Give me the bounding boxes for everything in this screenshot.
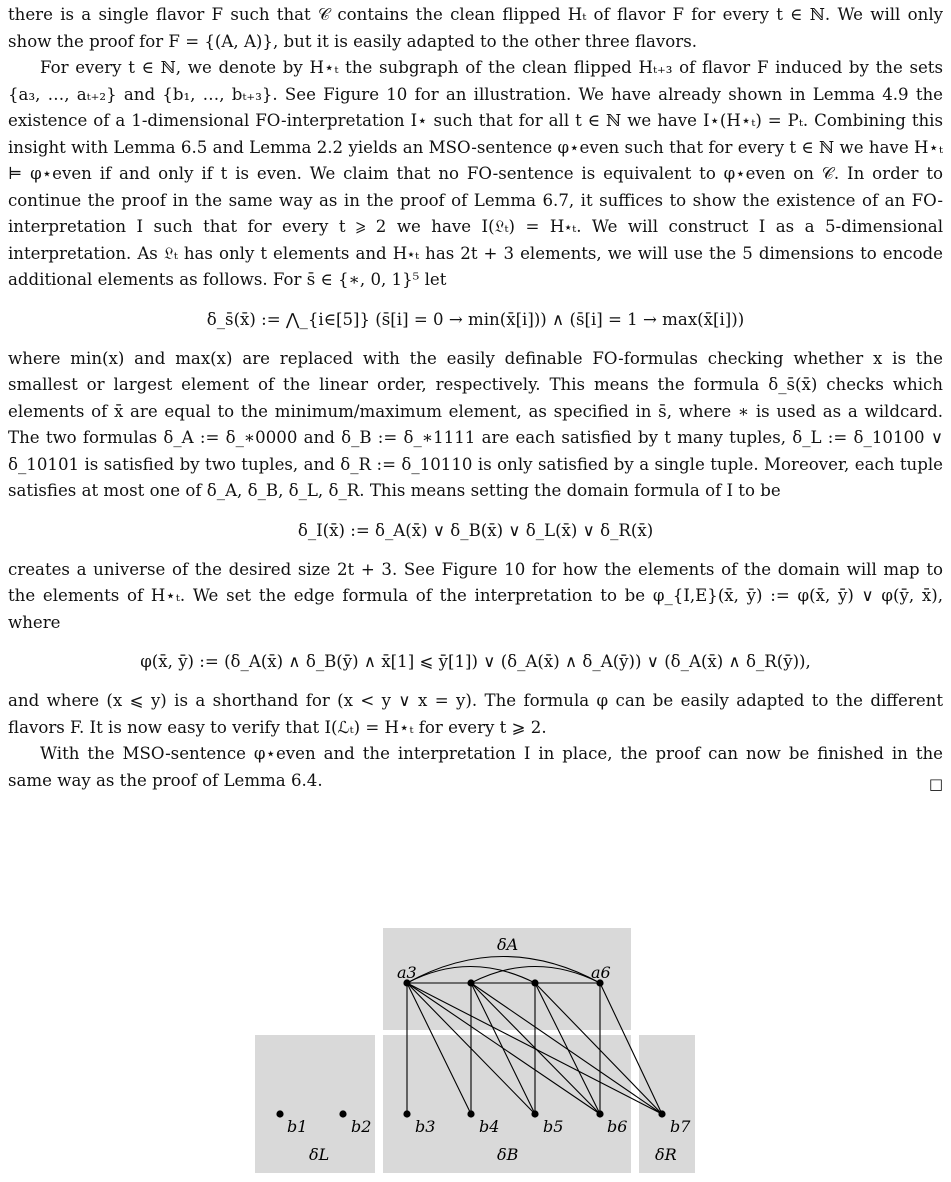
label-b4: b4 bbox=[479, 1117, 500, 1136]
label-b5: b5 bbox=[543, 1117, 564, 1136]
label-b3: b3 bbox=[415, 1117, 436, 1136]
label-a6: a6 bbox=[591, 963, 611, 982]
label-b7: b7 bbox=[670, 1117, 691, 1136]
paragraph-6 bbox=[8, 741, 943, 794]
vertex-b6 bbox=[596, 1110, 603, 1117]
equation-delta-i: δ_I(x̄) := δ_A(x̄) ∨ δ_B(x̄) ∨ δ_L(x̄) ∨ δ_R(x̄) bbox=[297, 520, 654, 540]
vertex-b2 bbox=[339, 1110, 346, 1117]
vertex-b1 bbox=[276, 1110, 283, 1117]
paragraph-2: For every t ∈ ℕ, we denote by H⋆ₜ the subgraph of the clean flipped Hₜ₊₃ of flavor F induced by the sets {a₃, …, aₜ₊₂} and {b₁, …, bₜ₊₃}. See Figure 10 for an illustration. We have already shown in Lemma 4.9 the existence of a 1-dimensional FO-interpretation I⋆ such that for all t ∈ ℕ we have I⋆(H⋆ₜ) = Pₜ. Combining this insight with Lemma 6.5 and Lemma 2.2 yields an MSO-sentence φ⋆even such that for every t ∈ ℕ we have H⋆ₜ ⊨ φ⋆even if and only if t is even. We claim that no FO-sentence is equivalent to φ⋆even on 𝒞. In order to continue the proof in the same way as in the proof of Lemma 6.7, it suffices to show the existence of an FO-interpretation I such that for every t ⩾ 2 we have I(𝔏ₜ) = H⋆ₜ. We will construct I as a 5-dimensional interpretation. As 𝔏ₜ has only t elements and H⋆ₜ has 2t + 3 elements, we will use the 5 dimensions to encode additional elements as follows. For s̄ ∈ {∗, 0, 1}⁵ let bbox=[8, 58, 943, 289]
label-b6: b6 bbox=[607, 1117, 628, 1136]
vertex-a4 bbox=[467, 979, 474, 986]
vertex-b5 bbox=[531, 1110, 538, 1117]
paper-body bbox=[8, 2, 943, 797]
label-b1: b1 bbox=[287, 1117, 308, 1136]
figure-10 bbox=[0, 920, 951, 1178]
paragraph-4: creates a universe of the desired size 2t + 3. See Figure 10 for how the elements of the domain will map to the elements of H⋆ₜ. We set the edge formula of the interpretation to be φ_{I,E}(x̄, ȳ) := φ(x̄, ȳ) ∨ φ(ȳ, x̄), where bbox=[8, 559, 943, 632]
paragraph-5: and where (x ⩽ y) is a shorthand for (x < y ∨ x = y). The formula φ can be easily adapted to the different flavors F. It is now easy to verify that I(ℒₜ) = H⋆ₜ for every t ⩾ 2. bbox=[8, 691, 943, 737]
label-a3: a3 bbox=[397, 963, 417, 982]
vertex-b4 bbox=[467, 1110, 474, 1117]
figure-10-diagram bbox=[0, 920, 951, 1178]
vertex-b7 bbox=[658, 1110, 665, 1117]
label-delta-b: δB bbox=[497, 1145, 519, 1164]
label-delta-a: δA bbox=[497, 935, 519, 954]
paragraph-1: there is a single flavor F such that 𝒞 contains the clean flipped Hₜ of flavor F for every t ∈ ℕ. We will only show the proof for F = {(A, A)}, but it is easily adapted to the other three flavors. bbox=[8, 5, 943, 51]
vertex-b3 bbox=[403, 1110, 410, 1117]
equation-delta-s: δ_s̄(x̄) := ⋀_{i∈[5]} (s̄[i] = 0 → min(x̄[i])) ∧ (s̄[i] = 1 → max(x̄[i])) bbox=[206, 309, 745, 329]
qed-symbol: □ bbox=[928, 774, 943, 793]
paragraph-6-text: With the MSO-sentence φ⋆even and the interpretation I in place, the proof can now be finished in the same way as the proof of Lemma 6.4. bbox=[8, 744, 943, 790]
paragraph-3: where min(x) and max(x) are replaced with the easily definable FO-formulas checking whether x is the smallest or largest element of the linear order, respectively. This means the formula δ_s̄(x̄) checks which elements of x̄ are equal to the minimum/maximum element, as specified in s̄, where ∗ is used as a wildcard. The two formulas δ_A := δ_∗0000 and δ_B := δ_∗1111 are each satisfied by t many tuples, δ_L := δ_10100 ∨ δ_10101 is satisfied by two tuples, and δ_R := δ_10110 is only satisfied by a single tuple. Moreover, each tuple satisfies at most one of δ_A, δ_B, δ_L, δ_R. This means setting the domain formula of I to be bbox=[8, 348, 943, 500]
equation-phi: φ(x̄, ȳ) := (δ_A(x̄) ∧ δ_B(ȳ) ∧ x̄[1] ⩽ ȳ[1]) ∨ (δ_A(x̄) ∧ δ_A(ȳ)) ∨ (δ_A(x̄) ∧ δ_R(ȳ)), bbox=[140, 652, 811, 671]
label-delta-r: δR bbox=[655, 1145, 677, 1164]
vertex-a5 bbox=[531, 979, 538, 986]
label-b2: b2 bbox=[351, 1117, 372, 1136]
label-delta-l: δL bbox=[309, 1145, 330, 1164]
